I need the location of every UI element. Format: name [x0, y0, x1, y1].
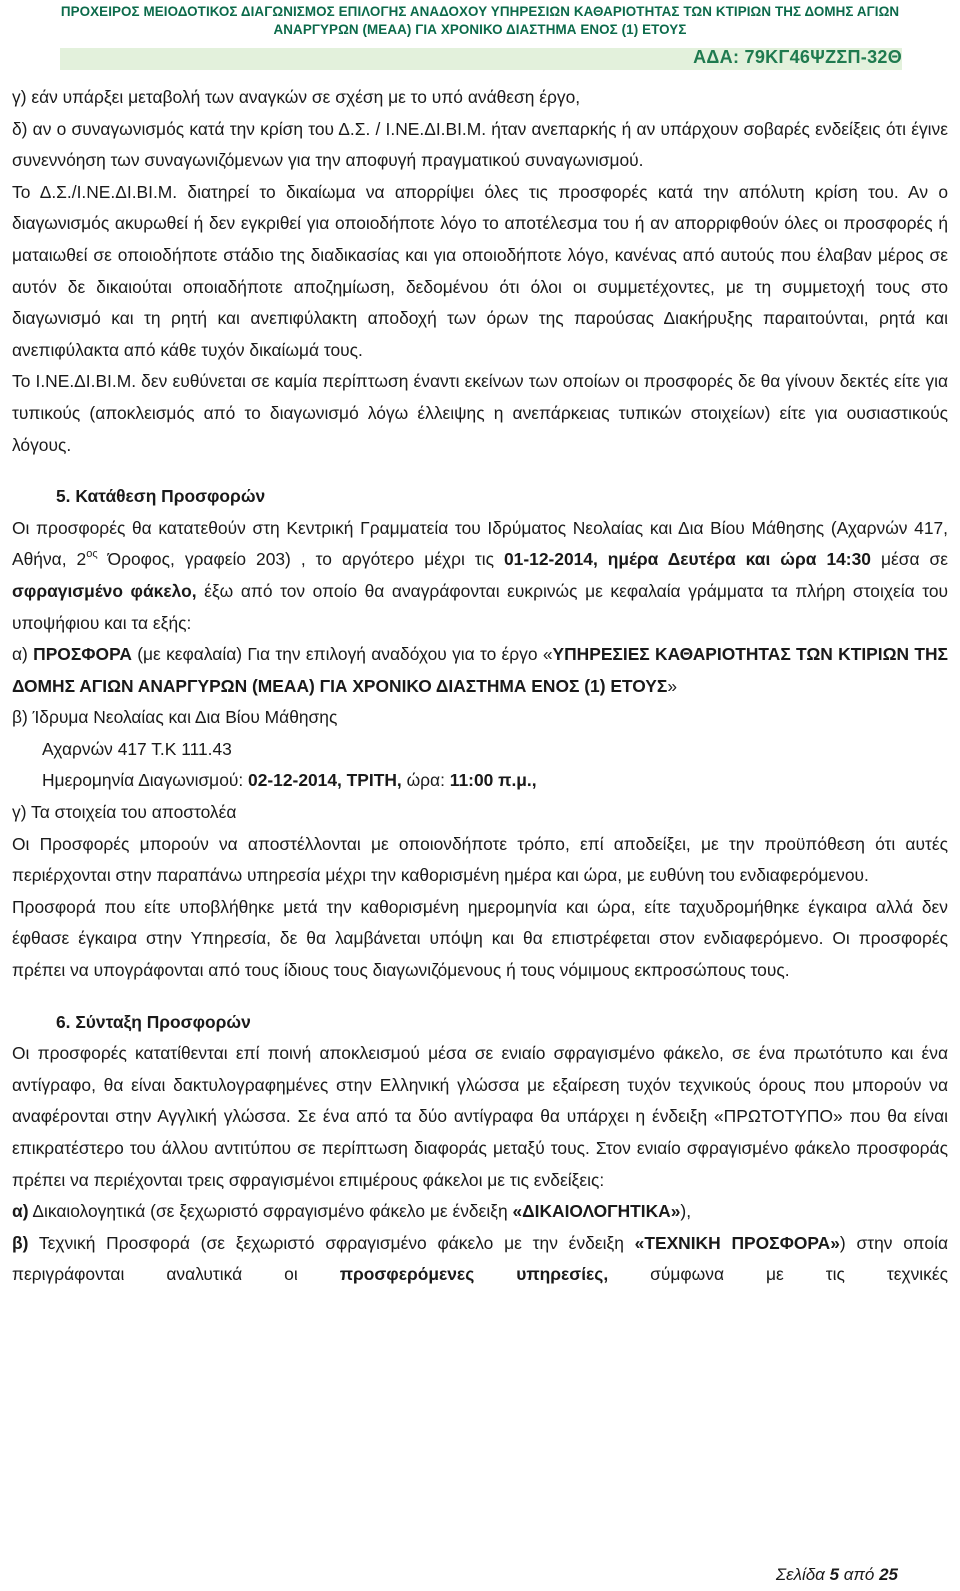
page-total: 25	[879, 1565, 898, 1584]
header-line-1: ΠΡΟΧΕΙΡΟΣ ΜΕΙΟΔΟΤΙΚΟΣ ΔΙΑΓΩΝΙΣΜΟΣ ΕΠΙΛΟΓΗΣ ΑΝΑΔΟΧΟΥ ΥΠΗΡΕΣΙΩΝ ΚΑΘΑΡΙΟΤΗΤΑΣ ΤΩΝ ΚΤΙΡΙΩΝ ΤΗΣ ΔΟΜΗΣ ΑΓΙΩΝ	[60, 4, 900, 19]
text-span: ) στην οποία περιγράφονται αναλυτικά οι	[12, 1232, 948, 1285]
page-of: από	[839, 1565, 880, 1584]
paragraph-rejection-right: Το Δ.Σ./Ι.ΝΕ.ΔΙ.ΒΙ.Μ. διατηρεί το δικαίωμα να απορρίψει όλες τις προσφορές κατά την απόλυτη κρίση του. Αν ο διαγωνισμός ακυρωθεί ή δεν εγκριθεί για οποιοδήποτε λόγο το αποτέλεσμα του ή αν απορριφθούν όλες οι προσφορές ή ματαιωθεί σε οποιοδήποτε στάδιο της διαδικασίας και για οποιοδήποτε λόγο, κανένας από αυτούς που έλαβαν μέρος σε αυτόν δε δικαιούται οποιαδήποτε αποζημίωση, δεδομένου ότι όλοι οι συμμετέχοντες, με τη συμμετοχή τους στο διαγωνισμό και τη ρητή και ανεπιφύλακτη αποδοχή των όρων της παρούσας Διακήρυξης παραιτούνται, ρητά και ανεπιφύλακτα από κάθε τυχόν δικαίωμά τους.	[12, 181, 948, 360]
section-5-paragraph-2: Οι Προσφορές μπορούν να αποστέλλονται με οποιονδήποτε τρόπο, επί αποδείξει, με την προϋπόθεση ότι αυτές περιέρχονται στην παραπάνω υπηρεσία μέχρι την καθορισμένη ημέρα και ώρα, με ευθύνη του ενδιαφερόμενου.	[12, 833, 948, 886]
offered-services: προσφερόμενες υπηρεσίες,	[339, 1264, 609, 1285]
section-5-address: Αχαρνών 417 Τ.Κ 111.43	[42, 738, 232, 759]
technical-offer-label: «ΤΕΧΝΙΚΗ ΠΡΟΣΦΟΡΑ»	[634, 1232, 840, 1253]
text-span: Οι προσφορές θα κατατεθούν στη Κεντρική Γραμματεία του Ιδρύματος Νεολαίας και Δια Βίου Μάθησης (Αχαρνών 417, Αθήνα, 2	[12, 517, 948, 570]
page-label: Σελίδα	[775, 1565, 830, 1584]
page-current: 5	[829, 1565, 840, 1584]
paragraph-condition-d: δ) αν ο συναγωνισμός κατά την κρίση του Δ.Σ. / Ι.ΝΕ.ΔΙ.ΒΙ.Μ. ήταν ανεπαρκής ή αν υπάρχουν σοβαρές ενδείξεις ότι έγινε συνεννόηση των συναγωνιζόμενων για την αποφυγή πραγματικού συναγωνισμού.	[12, 118, 948, 171]
header-line-2: ΑΝΑΡΓΥΡΩΝ (ΜΕΑΑ) ΓΙΑ ΧΡΟΝΙΚΟ ΔΙΑΣΤΗΜΑ ΕΝΟΣ (1) ΕΤΟΥΣ	[273, 22, 687, 37]
text-span: έξω από τον οποίο θα αναγράφονται ευκρινώς με κεφαλαία γράμματα τα πλήρη στοιχεία του υποψήφιου και τα εξής:	[12, 580, 949, 633]
document-header	[0, 0, 960, 39]
item-label: β)	[12, 1232, 29, 1253]
section-5-paragraph-3: Προσφορά που είτε υποβλήθηκε μετά την καθορισμένη ημερομηνία και ώρα, είτε ταχυδρομήθηκε έγκαιρα αλλά δεν έφθασε έγκαιρα στην Υπηρεσία, δε θα λαμβάνεται υπόψη και θα επιστρέφεται στον ενδιαφερόμενο. Οι προσφορές πρέπει να υπογράφονται από τους ίδιους τους διαγωνιζόμενους ή τους νόμιμους εκπροσώπους τους.	[12, 896, 948, 981]
offer-word: ΠΡΟΣΦΟΡΑ	[33, 644, 132, 665]
item-label: α)	[12, 644, 34, 665]
document-body	[12, 82, 948, 1291]
section-5-item-b: β) Ίδρυμα Νεολαίας και Δια Βίου Μάθησης	[12, 707, 338, 728]
section-6-paragraph-1: Οι προσφορές κατατίθενται επί ποινή αποκλεισμού μέσα σε ενιαίο σφραγισμένο φάκελο, σε ένα πρωτότυπο και ένα αντίγραφο, θα είναι δακτυλογραφημένες στην Ελληνική γλώσσα με εξαίρεση τυχόν τεχνικούς όρους που μπορούν να αναφέρονται στην Αγγλική γλώσσα. Σε ένα από τα δύο αντίγραφα θα υπάρχει η ένδειξη «ΠΡΩΤΟΤΥΠΟ» που θα είναι επικρατέστερο του άλλου αντιτύπου σε περίπτωση διαφοράς μεταξύ τους. Στον ενιαίο σφραγισμένο φάκελο προσφοράς πρέπει να περιέχονται τρεις σφραγισμένοι επιμέρους φάκελοι με τις ενδείξεις:	[12, 1043, 948, 1190]
text-span: Όροφος, γραφείο 203) , το αργότερο μέχρι τις	[97, 549, 505, 570]
deadline-date: 01-12-2014, ημέρα Δευτέρα και ώρα 14:30	[504, 549, 871, 570]
section-5-title: 5. Κατάθεση Προσφορών	[56, 486, 266, 507]
documents-label: «ΔΙΚΑΙΟΛΟΓΗΤΙΚΑ»	[512, 1201, 681, 1222]
text-span: μέσα σε	[870, 549, 948, 570]
section-6-item-a	[12, 1196, 948, 1228]
text-span: ώρα:	[401, 770, 450, 791]
text-span: »	[667, 675, 677, 696]
text-span: ),	[680, 1201, 692, 1222]
page-number	[776, 1565, 898, 1585]
contest-time: 11:00 π.μ.,	[449, 770, 537, 791]
text-span: σύμφωνα με τις τεχνικές	[608, 1264, 948, 1285]
superscript: ος	[86, 548, 98, 561]
contest-date: 02-12-2014, ΤΡΙΤΗ,	[248, 770, 402, 791]
project-title: ΥΠΗΡΕΣΙΕΣ ΚΑΘΑΡΙΟΤΗΤΑΣ ΤΩΝ ΚΤΙΡΙΩΝ ΤΗΣ ΔΟΜΗΣ ΑΓΙΩΝ ΑΝΑΡΓΥΡΩΝ (ΜΕΑΑ) ΓΙΑ ΧΡΟΝΙΚΟ ΔΙΑΣΤΗΜΑ ΕΝΟΣ (1) ΕΤΟΥΣ	[12, 644, 948, 696]
section-5-contest-date	[12, 765, 948, 797]
paragraph-liability: Το Ι.ΝΕ.ΔΙ.ΒΙ.Μ. δεν ευθύνεται σε καμία περίπτωση έναντι εκείνων των οποίων οι προσφορές δε θα γίνουν δεκτές είτε για τυπικούς (αποκλεισμός από το διαγωνισμό λόγω έλλειψης η ανεπάρκειας τυπικών στοιχείων) είτε για ουσιαστικούς λόγους.	[12, 371, 948, 455]
section-6-title: 6. Σύνταξη Προσφορών	[56, 1011, 251, 1032]
ada-code: ΑΔΑ: 79ΚΓ46ΨΖΣΠ-32Θ	[693, 47, 902, 67]
section-6-item-b	[12, 1228, 948, 1291]
text-span: Δικαιολογητικά (σε ξεχωριστό σφραγισμένο φάκελο με ένδειξη	[28, 1201, 513, 1222]
text-span: Τεχνική Προσφορά (σε ξεχωριστό σφραγισμένο φάκελο με την ένδειξη	[28, 1232, 635, 1253]
section-5-paragraph-1	[12, 513, 948, 639]
section-5-item-c: γ) Τα στοιχεία του αποστολέα	[12, 802, 237, 823]
sealed-envelope: σφραγισμένο φάκελο,	[12, 580, 197, 601]
text-span: (με κεφαλαία) Για την επιλογή αναδόχου για το έργο «	[131, 644, 553, 665]
section-5-item-a	[12, 639, 948, 702]
item-label: α)	[12, 1201, 29, 1222]
paragraph-condition-c: γ) εάν υπάρξει μεταβολή των αναγκών σε σχέση με το υπό ανάθεση έργο,	[12, 87, 581, 107]
text-span: Ημερομηνία Διαγωνισμού:	[42, 770, 249, 791]
